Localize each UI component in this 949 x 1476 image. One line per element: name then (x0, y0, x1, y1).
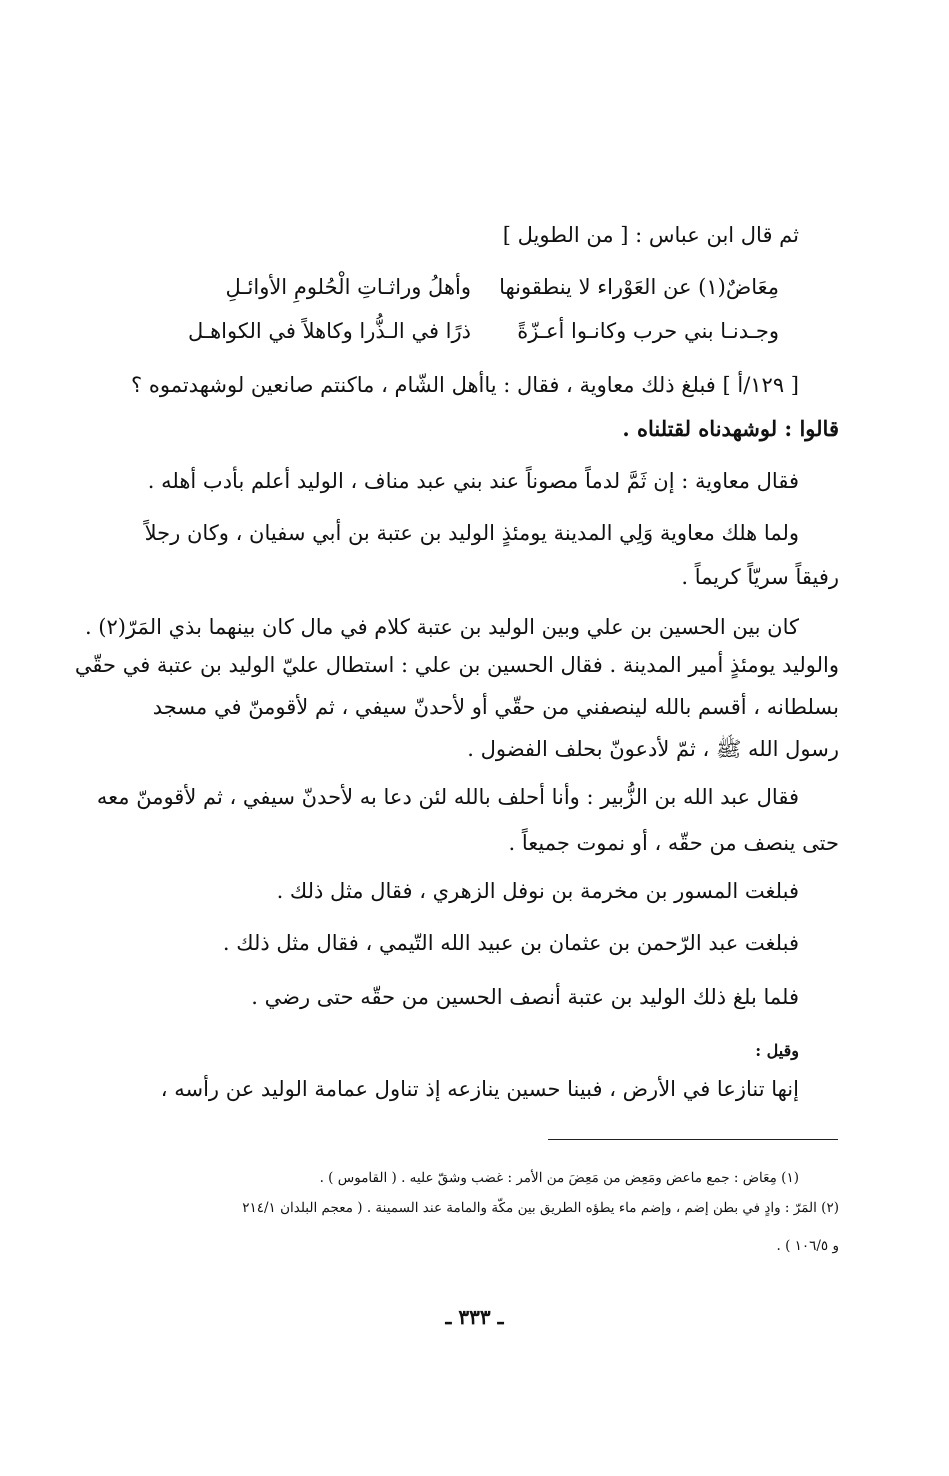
body-line-5: رفيقاً سريّاً كريماً . (681, 565, 839, 589)
body-line-4: ولما هلك معاوية وَلِي المدينة يومئذٍ الوليد بن عتبة بن أبي سفيان ، وكان رجلاً (144, 521, 799, 545)
footnote-2-continued: و ١٠٦/٥ ) . (776, 1238, 839, 1254)
footnote-2: (٢) المَرّ : وادٍ في بطن إضم ، وإضم ماء يطؤه الطريق بين مكّة والمامة عند السمينة . ( معجم البلدان ٢١٤/١ (242, 1200, 839, 1216)
verse-1-first-hemistich: مِعَاضٌ(١) عن العَوْراء لا ينطقونها (499, 275, 779, 299)
body-line-9: رسول الله ﷺ ، ثمّ لأدعونّ بحلف الفضول . (467, 737, 839, 761)
body-line-1: [ ١٢٩/أ ] فبلغ ذلك معاوية ، فقال : ياأهل الشّام ، ماكنتم صانعين لوشهدتموه ؟ (131, 373, 799, 397)
section-label-wa-qila: وقيل : (755, 1041, 799, 1060)
body-line-14: فلما بلغ ذلك الوليد بن عتبة أنصف الحسين من حقّه حتى رضي . (251, 985, 799, 1009)
body-line-13: فبلغت عبد الرّحمن بن عثمان بن عبيد الله التّيمي ، فقال مثل ذلك . (222, 931, 799, 955)
footnote-1: (١) مِعَاض : جمع ماعض ومَعِض من مَعِضَ من الأمر : غضب وشقّ عليه . ( القاموس ) . (319, 1170, 799, 1186)
body-line-7: والوليد يومئذٍ أمير المدينة . فقال الحسين بن علي : استطال عليّ الوليد بن عتبة في حقّي (74, 653, 839, 677)
verse-2-second-hemistich: ذرًا في الـذُّرا وكاهلاً في الكواهـل (188, 319, 471, 343)
body-line-12: فبلغت المسور بن مخرمة بن نوفل الزهري ، فقال مثل ذلك . (276, 879, 799, 903)
footnote-separator (548, 1139, 838, 1140)
verse-intro: ثم قال ابن عباس : [ من الطويل ] (502, 223, 799, 247)
body-line-10: فقال عبد الله بن الزُّبير : وأنا أحلف بالله لئن دعا به لأحدنّ سيفي ، ثم لأقومنّ معه (96, 785, 799, 809)
verse-1-second-hemistich: وأهلُ وراثـاتِ الْحُلومِ الأوائـلِ (225, 275, 471, 299)
page-number: ـ ٣٣٣ ـ (445, 1305, 504, 1329)
body-line-11: حتى ينصف من حقّه ، أو نموت جميعاً . (508, 831, 839, 855)
verse-2-first-hemistich: وجـدنـا بني حرب وكانـوا أعـزّةً (517, 319, 779, 343)
body-line-8: بسلطانه ، أقسم بالله لينصفني من حقّي أو لأحدنّ سيفي ، ثم لأقومنّ في مسجد (152, 695, 839, 719)
body-line-6: كان بين الحسين بن علي وبين الوليد بن عتبة كلام في مال كان بينهما بذي المَرّ(٢) . (84, 615, 799, 639)
body-line-3: فقال معاوية : إن ثَمَّ لدماً مصوناً عند بني عبد مناف ، الوليد أعلم بأدب أهله . (147, 469, 799, 493)
body-line-16: إنها تنازعا في الأرض ، فبينا حسين ينازعه إذ تناول عمامة الوليد عن رأسه ، (160, 1077, 799, 1101)
body-line-2: قالوا : لوشهدناه لقتلناه . (622, 416, 839, 441)
